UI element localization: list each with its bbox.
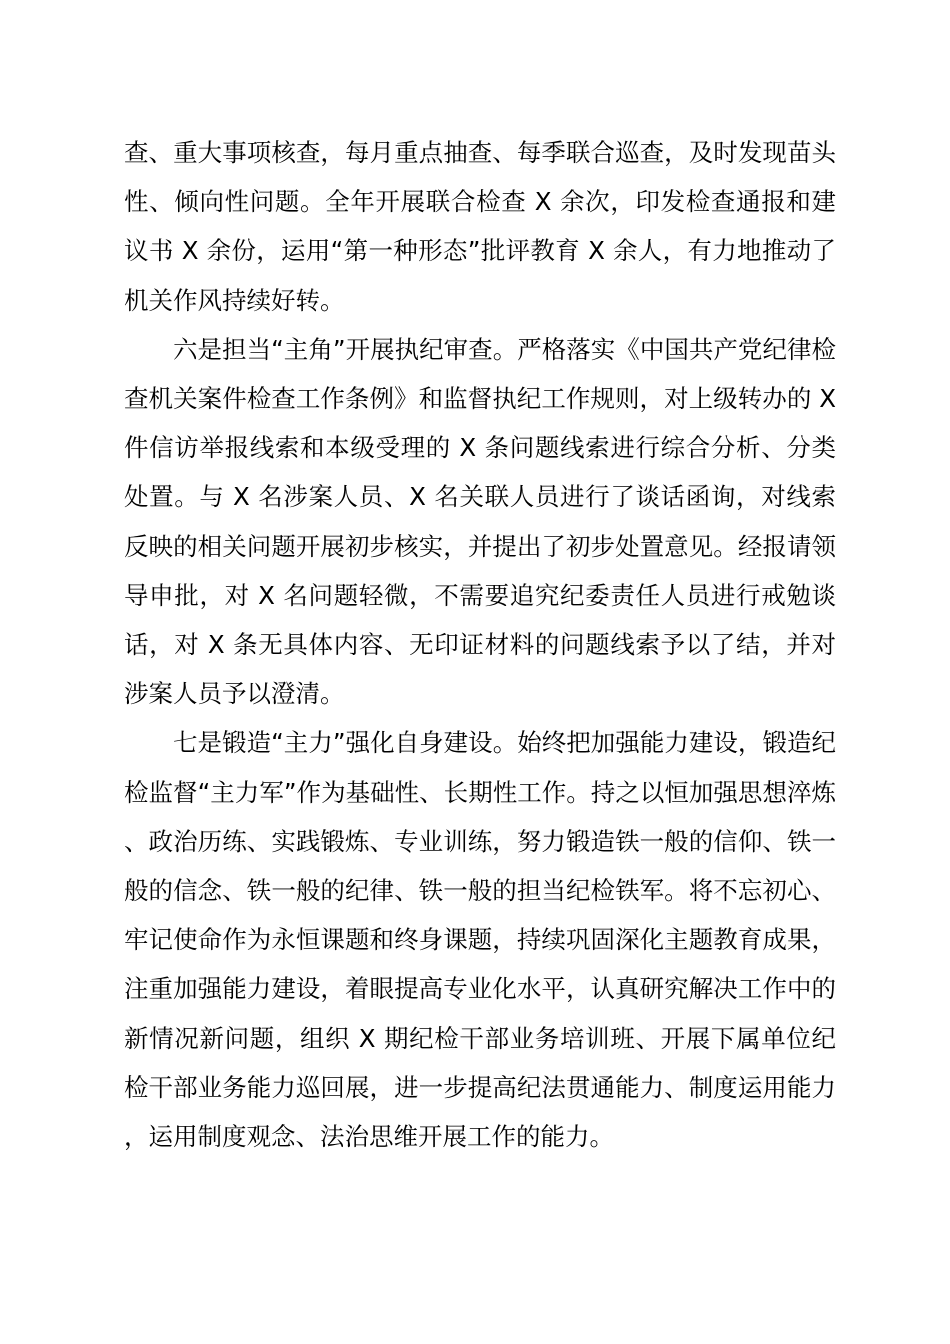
paragraph-six-discipline-review: 六是担当“主角”开展执纪审查。严格落实《中国共产党纪律检查机关案件检查工作条例》和监督执纪工作规则，对上级转办的 X 件信访举报线索和本级受理的 X 条问题线索进行综合分析、分类处置。与 X 名涉案人员、X 名关联人员进行了谈话函询，对线索反映的相关问题开展初步核实，并提出了初步处置意见。经报请领导申批，对 X 名问题轻微，不需要追究纪委责任人员进行戒勉谈话，对 X 条无具体内容、无印证材料的问题线索予以了结，并对涉案人员予以澄清。 — [124, 334, 836, 709]
paragraph-continuation: 查、重大事项核查，每月重点抽查、每季联合巡查，及时发现苗头性、倾向性问题。全年开展联合检查 X 余次，印发检查通报和建议书 X 余份，运用“第一种形态”批评教育 X 余人，有力地推动了机关作风持续好转。 — [124, 138, 836, 315]
document-body — [124, 128, 836, 1161]
paragraph-seven-self-building: 七是锻造“主力”强化自身建设。始终把加强能力建设，锻造纪检监督“主力军”作为基础性、长期性工作。持之以恒加强思想淬炼、政治历练、实践锻炼、专业训练，努力锻造铁一般的信仰、铁一般的信念、铁一般的纪律、铁一般的担当纪检铁军。将不忘初心、牢记使命作为永恒课题和终身课题，持续巩固深化主题教育成果，注重加强能力建设，着眼提高专业化水平，认真研究解决工作中的新情况新问题，组织 X 期纪检干部业务培训班、开展下属单位纪检干部业务能力巡回展，进一步提高纪法贯通能力、制度运用能力，运用制度观念、法治思维开展工作的能力。 — [124, 728, 836, 1152]
